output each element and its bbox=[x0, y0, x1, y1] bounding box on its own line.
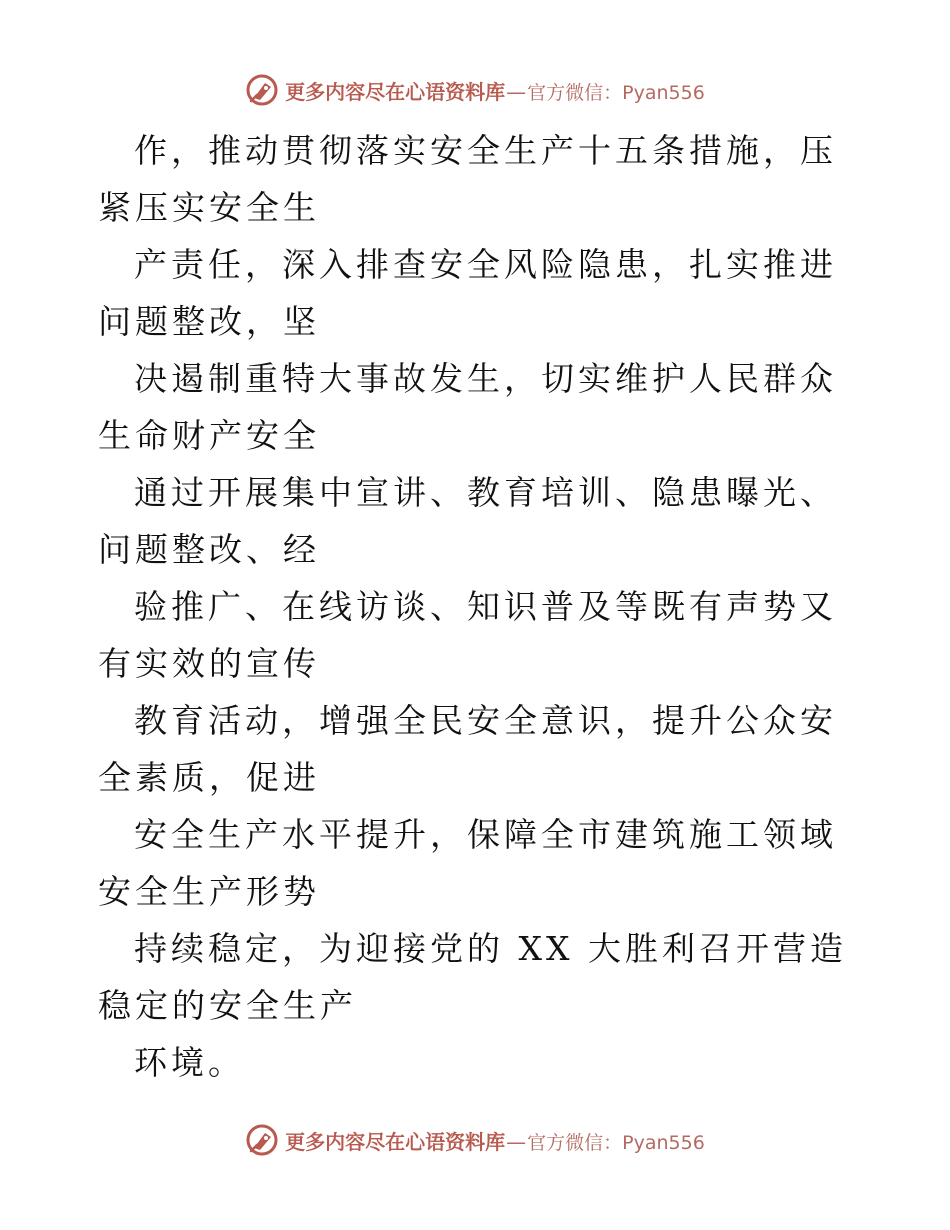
body-paragraph: 通过开展集中宣讲、教育培训、隐患曝光、问题整改、经 bbox=[98, 473, 837, 569]
pen-nib-logo-icon bbox=[245, 1123, 279, 1157]
body-paragraph: 持续稳定，为迎接党的 XX 大胜利召开营造稳定的安全生产 bbox=[98, 929, 847, 1025]
body-paragraph: 安全生产水平提升，保障全市建筑施工领域安全生产形势 bbox=[98, 815, 837, 911]
watermark-separator: — bbox=[506, 1129, 527, 1154]
document-body bbox=[98, 122, 858, 1091]
body-paragraph: 作，推动贯彻落实安全生产十五条措施，压紧压实安全生 bbox=[98, 131, 837, 227]
watermark-group bbox=[245, 1123, 705, 1157]
watermark-text bbox=[285, 1126, 705, 1155]
watermark-group bbox=[245, 73, 705, 107]
header-watermark bbox=[0, 70, 950, 110]
body-paragraph: 教育活动，增强全民安全意识，提升公众安全素质，促进 bbox=[98, 701, 837, 797]
watermark-main-text: 更多内容尽在心语资料库 bbox=[285, 1129, 506, 1154]
body-paragraph: 环境。 bbox=[134, 1043, 245, 1082]
watermark-contact-text: 官方微信：Pyan556 bbox=[527, 1131, 705, 1154]
body-paragraph: 产责任，深入排查安全风险隐患，扎实推进问题整改，坚 bbox=[98, 245, 837, 341]
pen-nib-logo-icon bbox=[245, 73, 279, 107]
watermark-text bbox=[285, 76, 705, 105]
watermark-separator: — bbox=[506, 79, 527, 104]
body-paragraph: 决遏制重特大事故发生，切实维护人民群众生命财产安全 bbox=[98, 359, 837, 455]
watermark-main-text: 更多内容尽在心语资料库 bbox=[285, 79, 506, 104]
body-paragraph: 验推广、在线访谈、知识普及等既有声势又有实效的宣传 bbox=[98, 587, 837, 683]
watermark-contact-text: 官方微信：Pyan556 bbox=[527, 81, 705, 104]
footer-watermark bbox=[0, 1120, 950, 1160]
